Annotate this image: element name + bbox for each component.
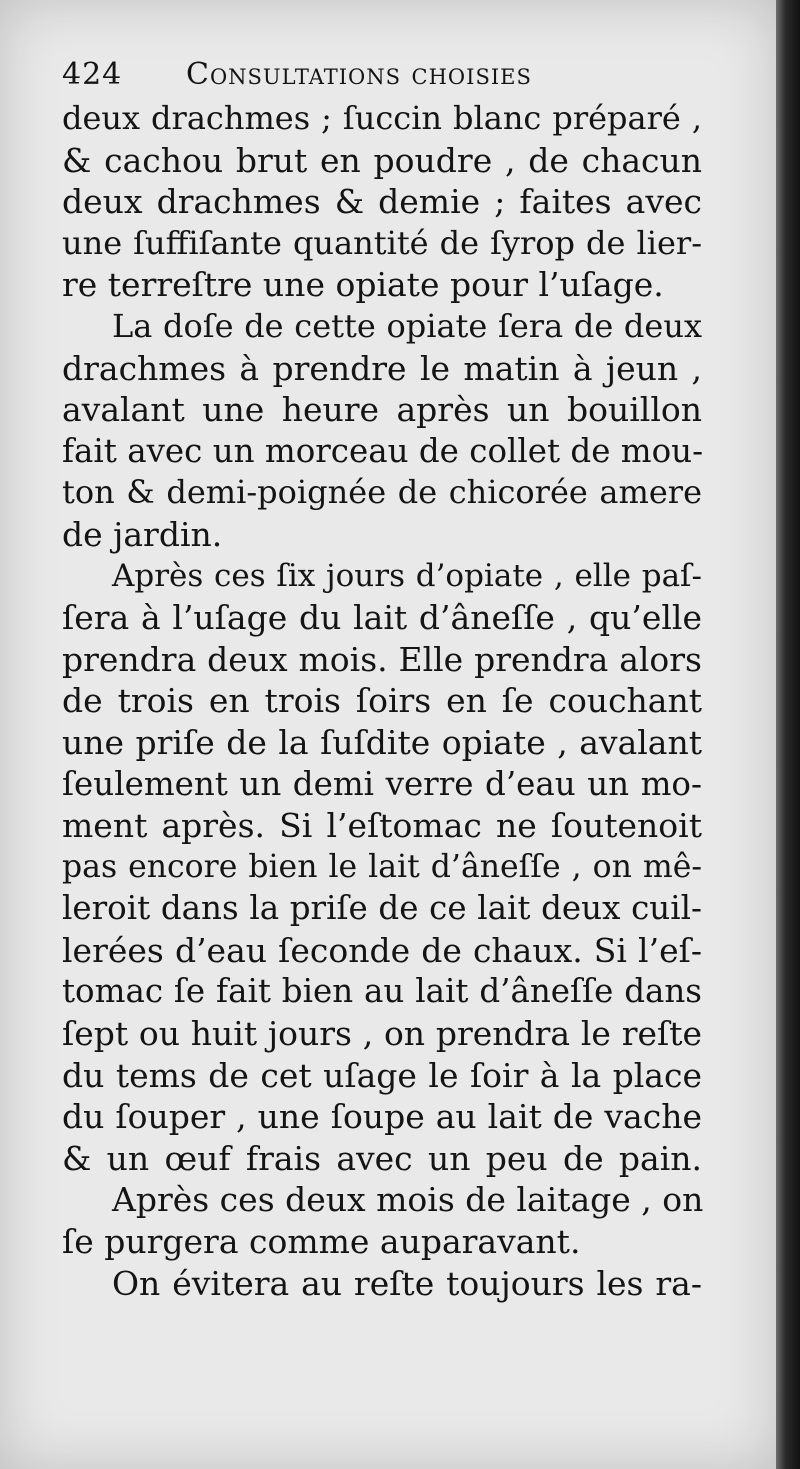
text-line: pas encore bien le lait d’âneſſe , on mê- xyxy=(62,848,702,885)
paragraph-start-line: Après ces ſix jours d’opiate , elle paſ- xyxy=(112,557,702,594)
binding-edge xyxy=(776,0,800,1469)
text-line: fait avec un morceau de collet de mou- xyxy=(62,431,704,470)
paragraph-start-line: On évitera au reſte toujours les ra- xyxy=(112,1263,702,1303)
text-line: ton & demi-poignée de chicorée amere xyxy=(62,473,702,512)
text-line: prendra deux mois. Elle prendra alors xyxy=(62,639,702,679)
text-line: de trois en trois ſoirs en ſe couchant xyxy=(62,681,702,721)
text-line: avalant une heure après un bouillon xyxy=(62,390,702,430)
text-line: une priſe de la ſuſdite opiate , avalant xyxy=(62,722,702,762)
text-line: leroit dans la priſe de ce lait deux cuil- xyxy=(62,889,702,928)
paragraph-start-line: La doſe de cette opiate ſera de deux xyxy=(112,306,702,345)
text-line: ment après. Si l’eſtomac ne ſoutenoit xyxy=(62,806,702,846)
text-line: ſeulement un demi verre d’eau un mo- xyxy=(62,764,702,803)
page-header xyxy=(62,52,702,98)
text-line: ſe purgera comme auparavant. xyxy=(62,1222,581,1262)
running-head: Consultations choisies xyxy=(186,57,532,92)
text-line: & cachou brut en poudre , de chacun xyxy=(62,140,702,180)
text-line: lerées d’eau ſeconde de chaux. Si l’eſ- xyxy=(62,930,702,970)
page-text xyxy=(62,52,702,1304)
text-line: ſept ou huit jours , on prendra le reſte xyxy=(62,1014,702,1054)
paragraph-start-line: Après ces deux mois de laitage , on xyxy=(112,1180,704,1220)
text-line: du ſouper , une ſoupe au lait de vache xyxy=(62,1097,702,1137)
text-line: une ſuffiſante quantité de ſyrop de lier- xyxy=(62,223,702,262)
text-line: re terreſtre une opiate pour l’uſage. xyxy=(62,265,664,305)
text-line: du tems de cet uſage le ſoir à la place xyxy=(62,1055,702,1095)
text-line: deux drachmes ; ſuccin blanc préparé , xyxy=(62,99,702,137)
text-line: tomac ſe fait bien au lait d’âneſſe dans xyxy=(62,972,702,1011)
text-line: ſera à l’uſage du lait d’âneſſe , qu’elle xyxy=(62,598,702,638)
text-line: deux drachmes & demie ; faites avec xyxy=(62,182,702,222)
text-line: & un œuf frais avec un peu de pain. xyxy=(62,1138,702,1178)
text-line: drachmes à prendre le matin à jeun , xyxy=(62,348,702,388)
text-line: de jardin. xyxy=(62,514,223,554)
page-number: 424 xyxy=(62,57,123,92)
